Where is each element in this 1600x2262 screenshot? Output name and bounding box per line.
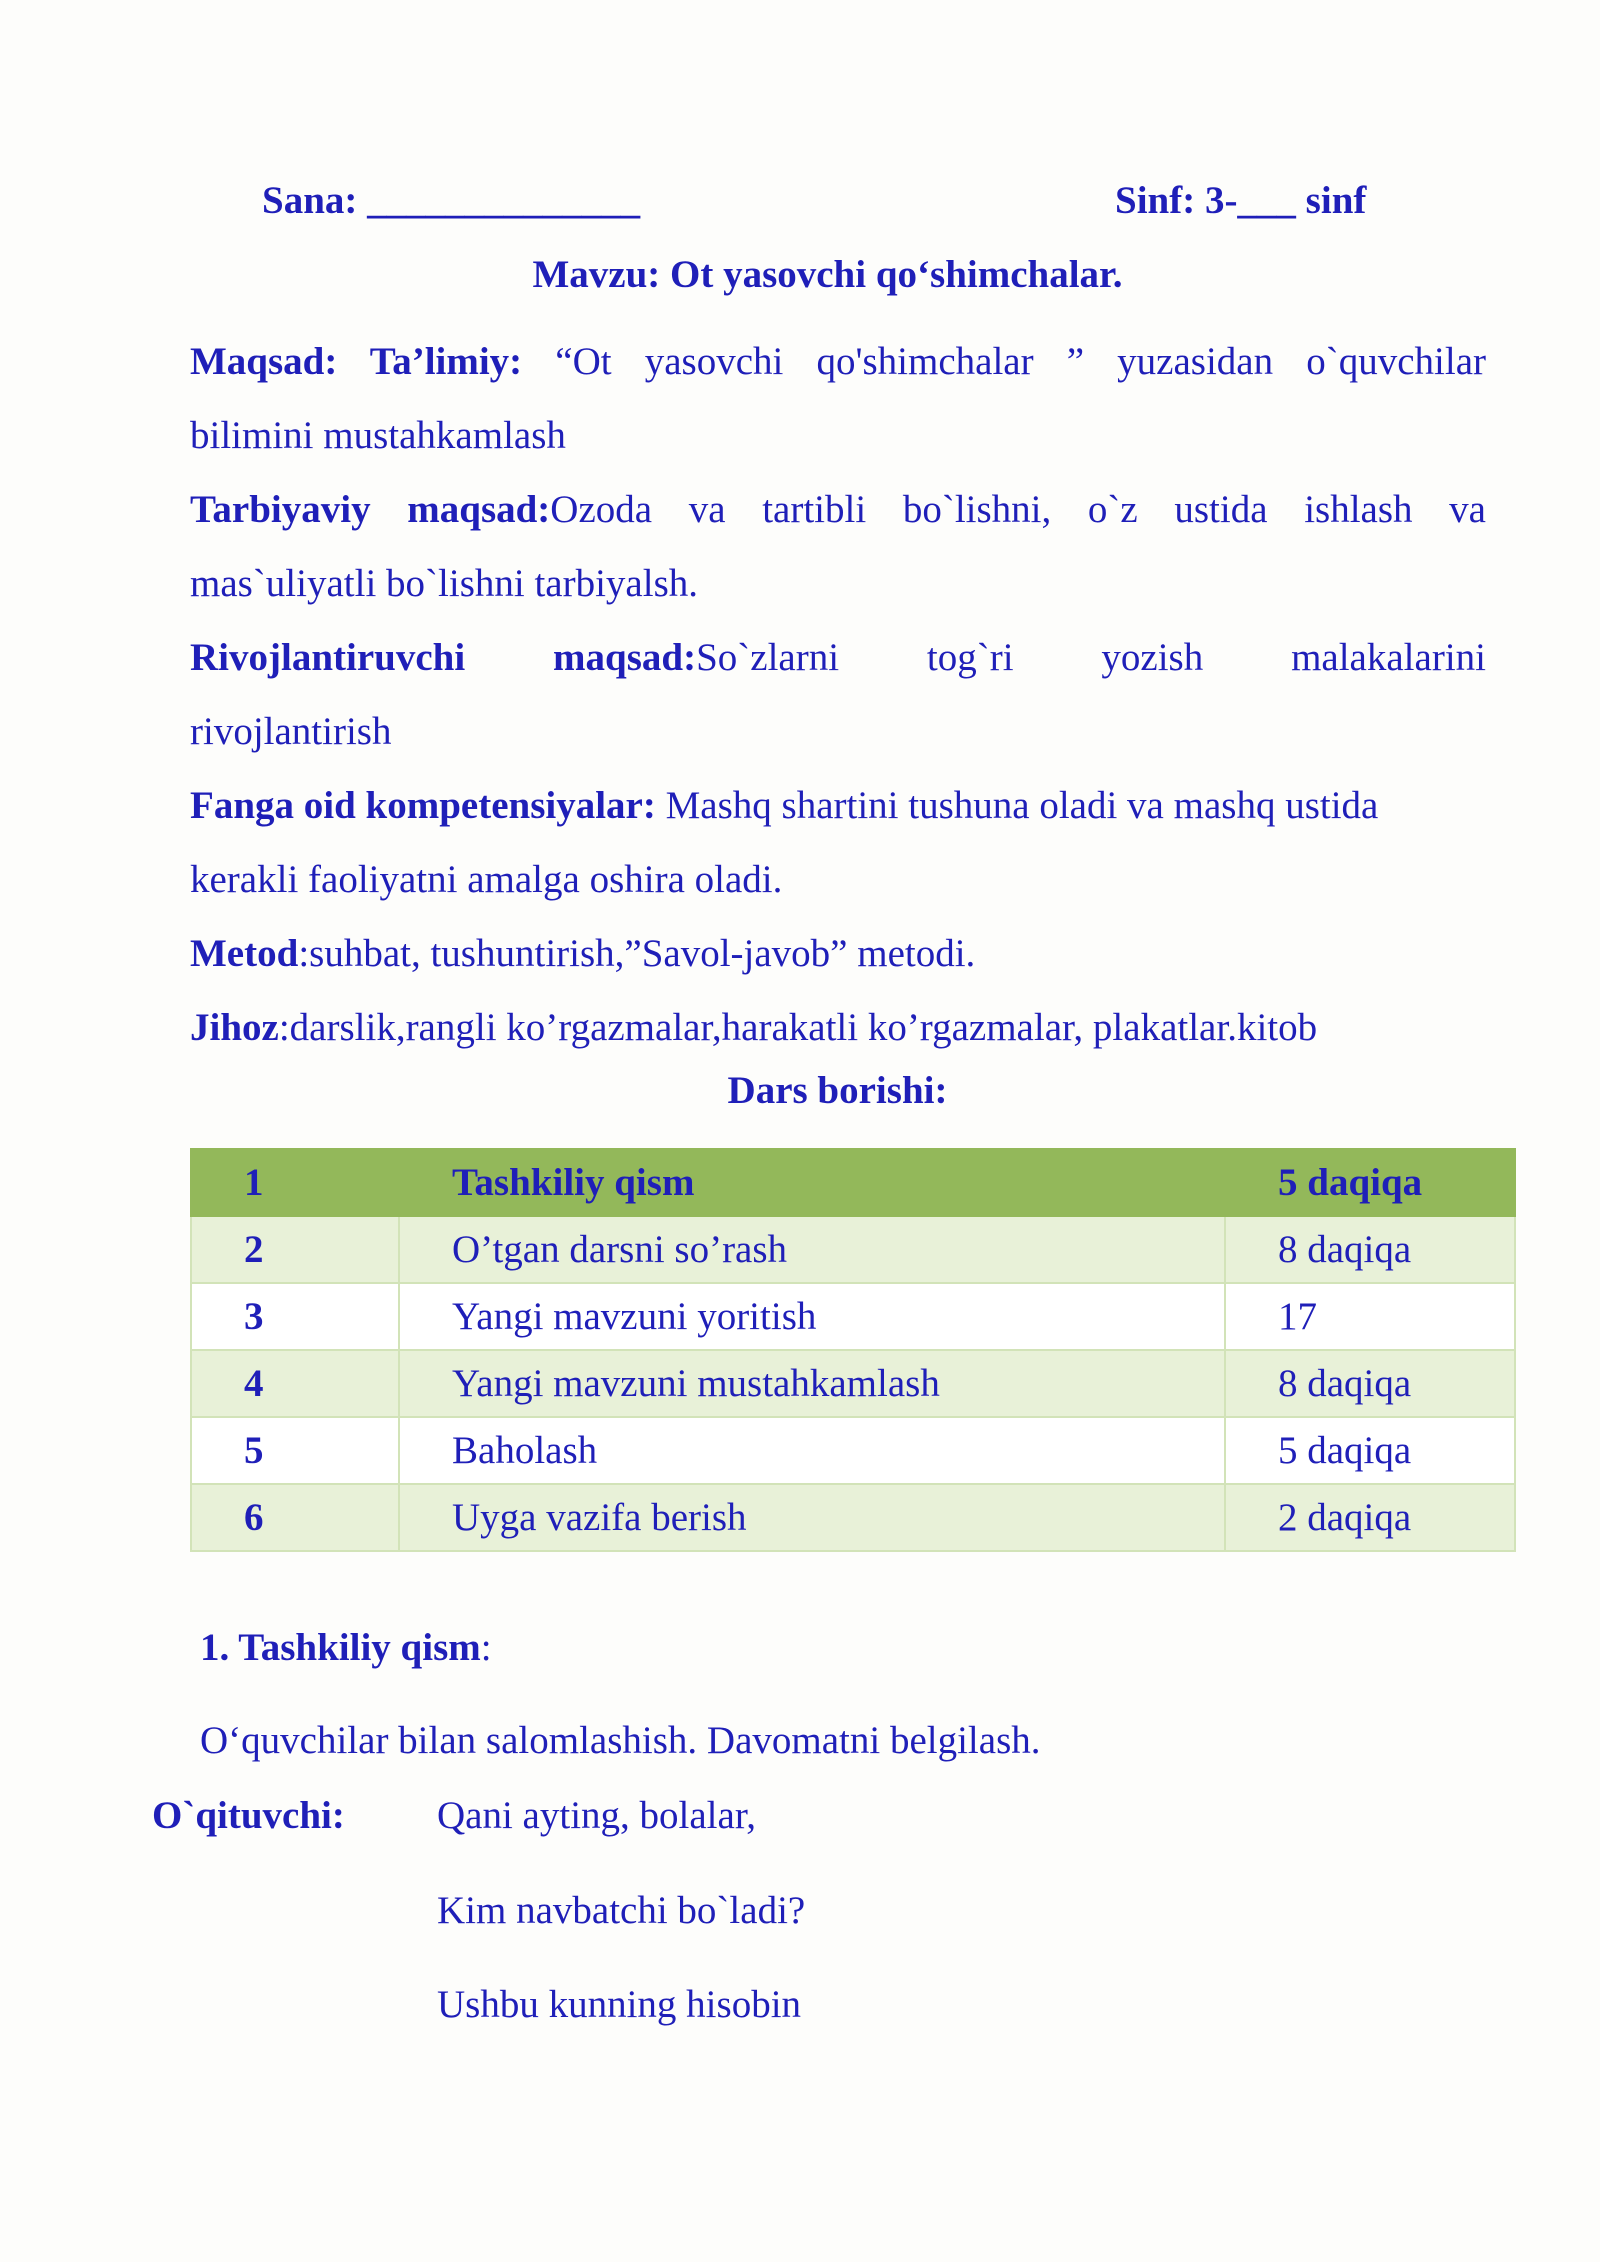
stage-number: 6	[191, 1484, 399, 1551]
table-row	[191, 1350, 1515, 1417]
stage-time: 2 daqiqa	[1225, 1484, 1515, 1551]
upbringing-goal-text: Ozoda va tartibli bo`lishni, o`z ustida ishlash va	[550, 488, 1486, 531]
stage-time: 5 daqiqa	[1225, 1417, 1515, 1484]
teacher-label: O`qituvchi:	[152, 1794, 345, 1837]
verse-line: Kim navbatchi bo`ladi?	[437, 1889, 806, 1932]
section-heading-text: 1. Tashkiliy qism	[200, 1626, 481, 1669]
competency-label: Fanga oid kompetensiyalar:	[190, 784, 656, 827]
verse-line: Qani ayting, bolalar,	[437, 1794, 757, 1837]
section-heading-colon: :	[480, 1626, 492, 1669]
method-label: Metod	[190, 932, 299, 975]
equipment-label: Jihoz	[190, 1006, 279, 1049]
developing-goal-line2: rivojlantirish	[190, 710, 392, 753]
competency-line1	[190, 769, 1486, 843]
stage-number: 1	[191, 1149, 399, 1216]
table-row	[191, 1216, 1515, 1283]
stage-number: 4	[191, 1350, 399, 1417]
stage-time: 5 daqiqa	[1225, 1149, 1515, 1216]
stage-name: Yangi mavzuni mustahkamlash	[399, 1350, 1225, 1417]
upbringing-goal-label: Tarbiyaviy maqsad:	[190, 488, 551, 531]
stage-number: 3	[191, 1283, 399, 1350]
stage-name: Baholash	[399, 1417, 1225, 1484]
table-row	[191, 1484, 1515, 1551]
upbringing-goal-line1	[190, 473, 1486, 547]
stage-name: Uyga vazifa berish	[399, 1484, 1225, 1551]
educational-goal-line1	[190, 325, 1486, 399]
competency-text: Mashq shartini tushuna oladi va mashq ustida	[665, 784, 1379, 827]
educational-goal-label: Maqsad: Ta’limiy:	[190, 340, 523, 383]
stage-number: 2	[191, 1216, 399, 1283]
educational-goal-text: “Ot yasovchi qo'shimchalar ” yuzasidan o`quvchilar	[555, 340, 1486, 383]
equipment-line	[190, 991, 1486, 1065]
developing-goal-label-1: Rivojlantiruvchi	[190, 636, 466, 679]
topic-title: Mavzu: Ot yasovchi qo‘shimchalar.	[532, 253, 1123, 296]
stage-name: O’tgan darsni so’rash	[399, 1216, 1225, 1283]
table-row	[191, 1417, 1515, 1484]
stage-time: 8 daqiqa	[1225, 1350, 1515, 1417]
method-line	[190, 917, 1486, 991]
table-row	[191, 1283, 1515, 1350]
section-text: O‘quvchilar bilan salomlashish. Davomatni belgilash.	[200, 1719, 1041, 1762]
verse-line: Ushbu kunning hisobin	[437, 1983, 802, 2026]
class-label: Sinf: 3-___ sinf	[1115, 179, 1367, 222]
stage-time: 17	[1225, 1283, 1515, 1350]
stage-time: 8 daqiqa	[1225, 1216, 1515, 1283]
developing-goal-label-2: maqsad:	[553, 636, 697, 679]
educational-goal-line2: bilimini mustahkamlash	[190, 414, 566, 457]
developing-goal-line1	[190, 621, 1486, 695]
competency-line2: kerakli faoliyatni amalga oshira oladi.	[190, 858, 783, 901]
table-row	[191, 1149, 1515, 1216]
date-label: Sana: ______________	[262, 179, 641, 222]
method-text: :suhbat, tushuntirish,”Savol-javob” metodi.	[298, 932, 976, 975]
stage-name: Yangi mavzuni yoritish	[399, 1283, 1225, 1350]
stage-number: 5	[191, 1417, 399, 1484]
section-heading	[200, 1625, 492, 1670]
equipment-text: :darslik,rangli ko’rgazmalar,harakatli ko’rgazmalar, plakatlar.kitob	[278, 1006, 1318, 1049]
stage-name: Tashkiliy qism	[399, 1149, 1225, 1216]
upbringing-goal-line2: mas`uliyatli bo`lishni tarbiyalsh.	[190, 562, 699, 605]
lesson-flow-title: Dars borishi:	[727, 1069, 948, 1112]
lesson-plan-table	[190, 1148, 1516, 1552]
developing-goal-text: So`zlarni tog`ri yozish malakalarini	[696, 636, 1486, 679]
